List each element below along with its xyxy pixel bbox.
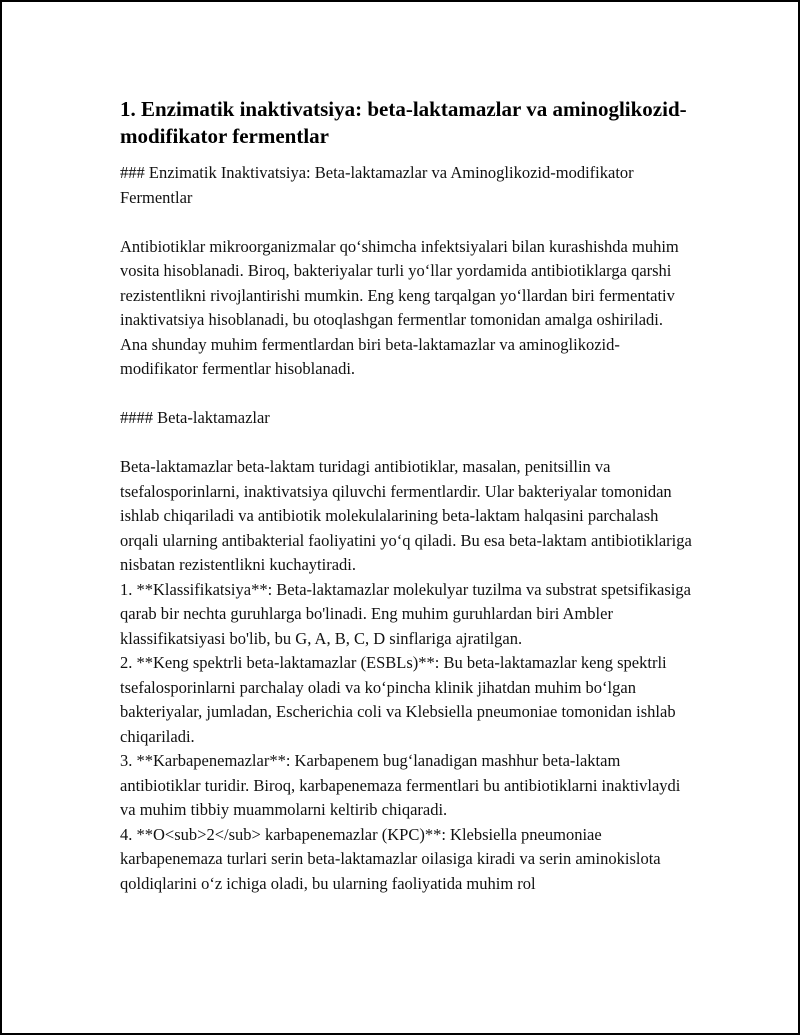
section-heading: #### Beta-laktamazlar [120, 408, 270, 427]
section-paragraph: Beta-laktamazlar beta-laktam turidagi antibiotiklar, masalan, penitsillin va tsefalosporinlarni, inaktivatsiya qiluvchi fermentlardir. Ular bakteriyalar tomonidan ishlab chiqariladi va antibiotik molekulalarining beta-laktam halqasini parchalash orqali ularning antibakterial faoliyatini yo‘q qiladi. Bu esa beta-laktam antibiotiklariga nisbatan rezistentlikni kuchaytiradi. [120, 457, 692, 574]
document-title: 1. Enzimatik inaktivatsiya: beta-laktamazlar va aminoglikozid-modifikator fermentlar [120, 97, 687, 148]
list-item: 2. **Keng spektrli beta-laktamazlar (ESBLs)**: Bu beta-laktamazlar keng spektrli tsefalosporinlarni parchalay oladi va ko‘pincha klinik jihatdan muhim bo‘lgan bakteriyalar, jumladan, Escherichia coli va Klebsiella pneumoniae tomonidan ishlab chiqariladi. [120, 653, 676, 746]
document-body [120, 96, 692, 896]
list-item: 1. **Klassifikatsiya**: Beta-laktamazlar molekulyar tuzilma va substrat spetsifikasiga qarab bir nechta guruhlarga bo'linadi. Eng muhim guruhlardan biri Ambler klassifikatsiyasi bo'lib, bu G, A, B, C, D sinflariga ajratilgan. [120, 579, 691, 648]
list-item: 3. **Karbapenemazlar**: Karbapenem bug‘lanadigan mashhur beta-laktam antibiotiklar turidir. Biroq, karbapenemaza fermentlari bu antibiotiklarni inaktivlaydi va muhim tibbiy muammolarni keltirib chiqaradi. [120, 751, 681, 819]
classification-list [120, 578, 692, 897]
intro-paragraph: Antibiotiklar mikroorganizmalar qo‘shimcha infektsiyalari bilan kurashishda muhim vosita hisoblanadi. Biroq, bakteriyalar turli yo‘llar yordamida antibiotiklarga qarshi rezistentlikni rivojlantirishi mumkin. Eng keng tarqalgan yo‘llardan biri fermentativ inaktivatsiya hisoblanadi, bu otoqlashgan fermentlar tomonidan amalga oshiriladi. Ana shunday muhim fermentlardan biri beta-laktamazlar va aminoglikozid-modifikator fermentlar hisoblanadi. [120, 236, 679, 378]
subheading: ### Enzimatik Inaktivatsiya: Beta-laktamazlar va Aminoglikozid-modifikator Fermentlar [120, 163, 634, 207]
list-item: 4. **O<sub>2</sub> karbapenemazlar (KPC)**: Klebsiella pneumoniae karbapenemaza turlari serin beta-laktamazlar oilasiga kiradi va serin aminokislota qoldiqlarini o‘z ichiga oladi, bu ularning faoliyatida muhim rol [120, 824, 661, 893]
